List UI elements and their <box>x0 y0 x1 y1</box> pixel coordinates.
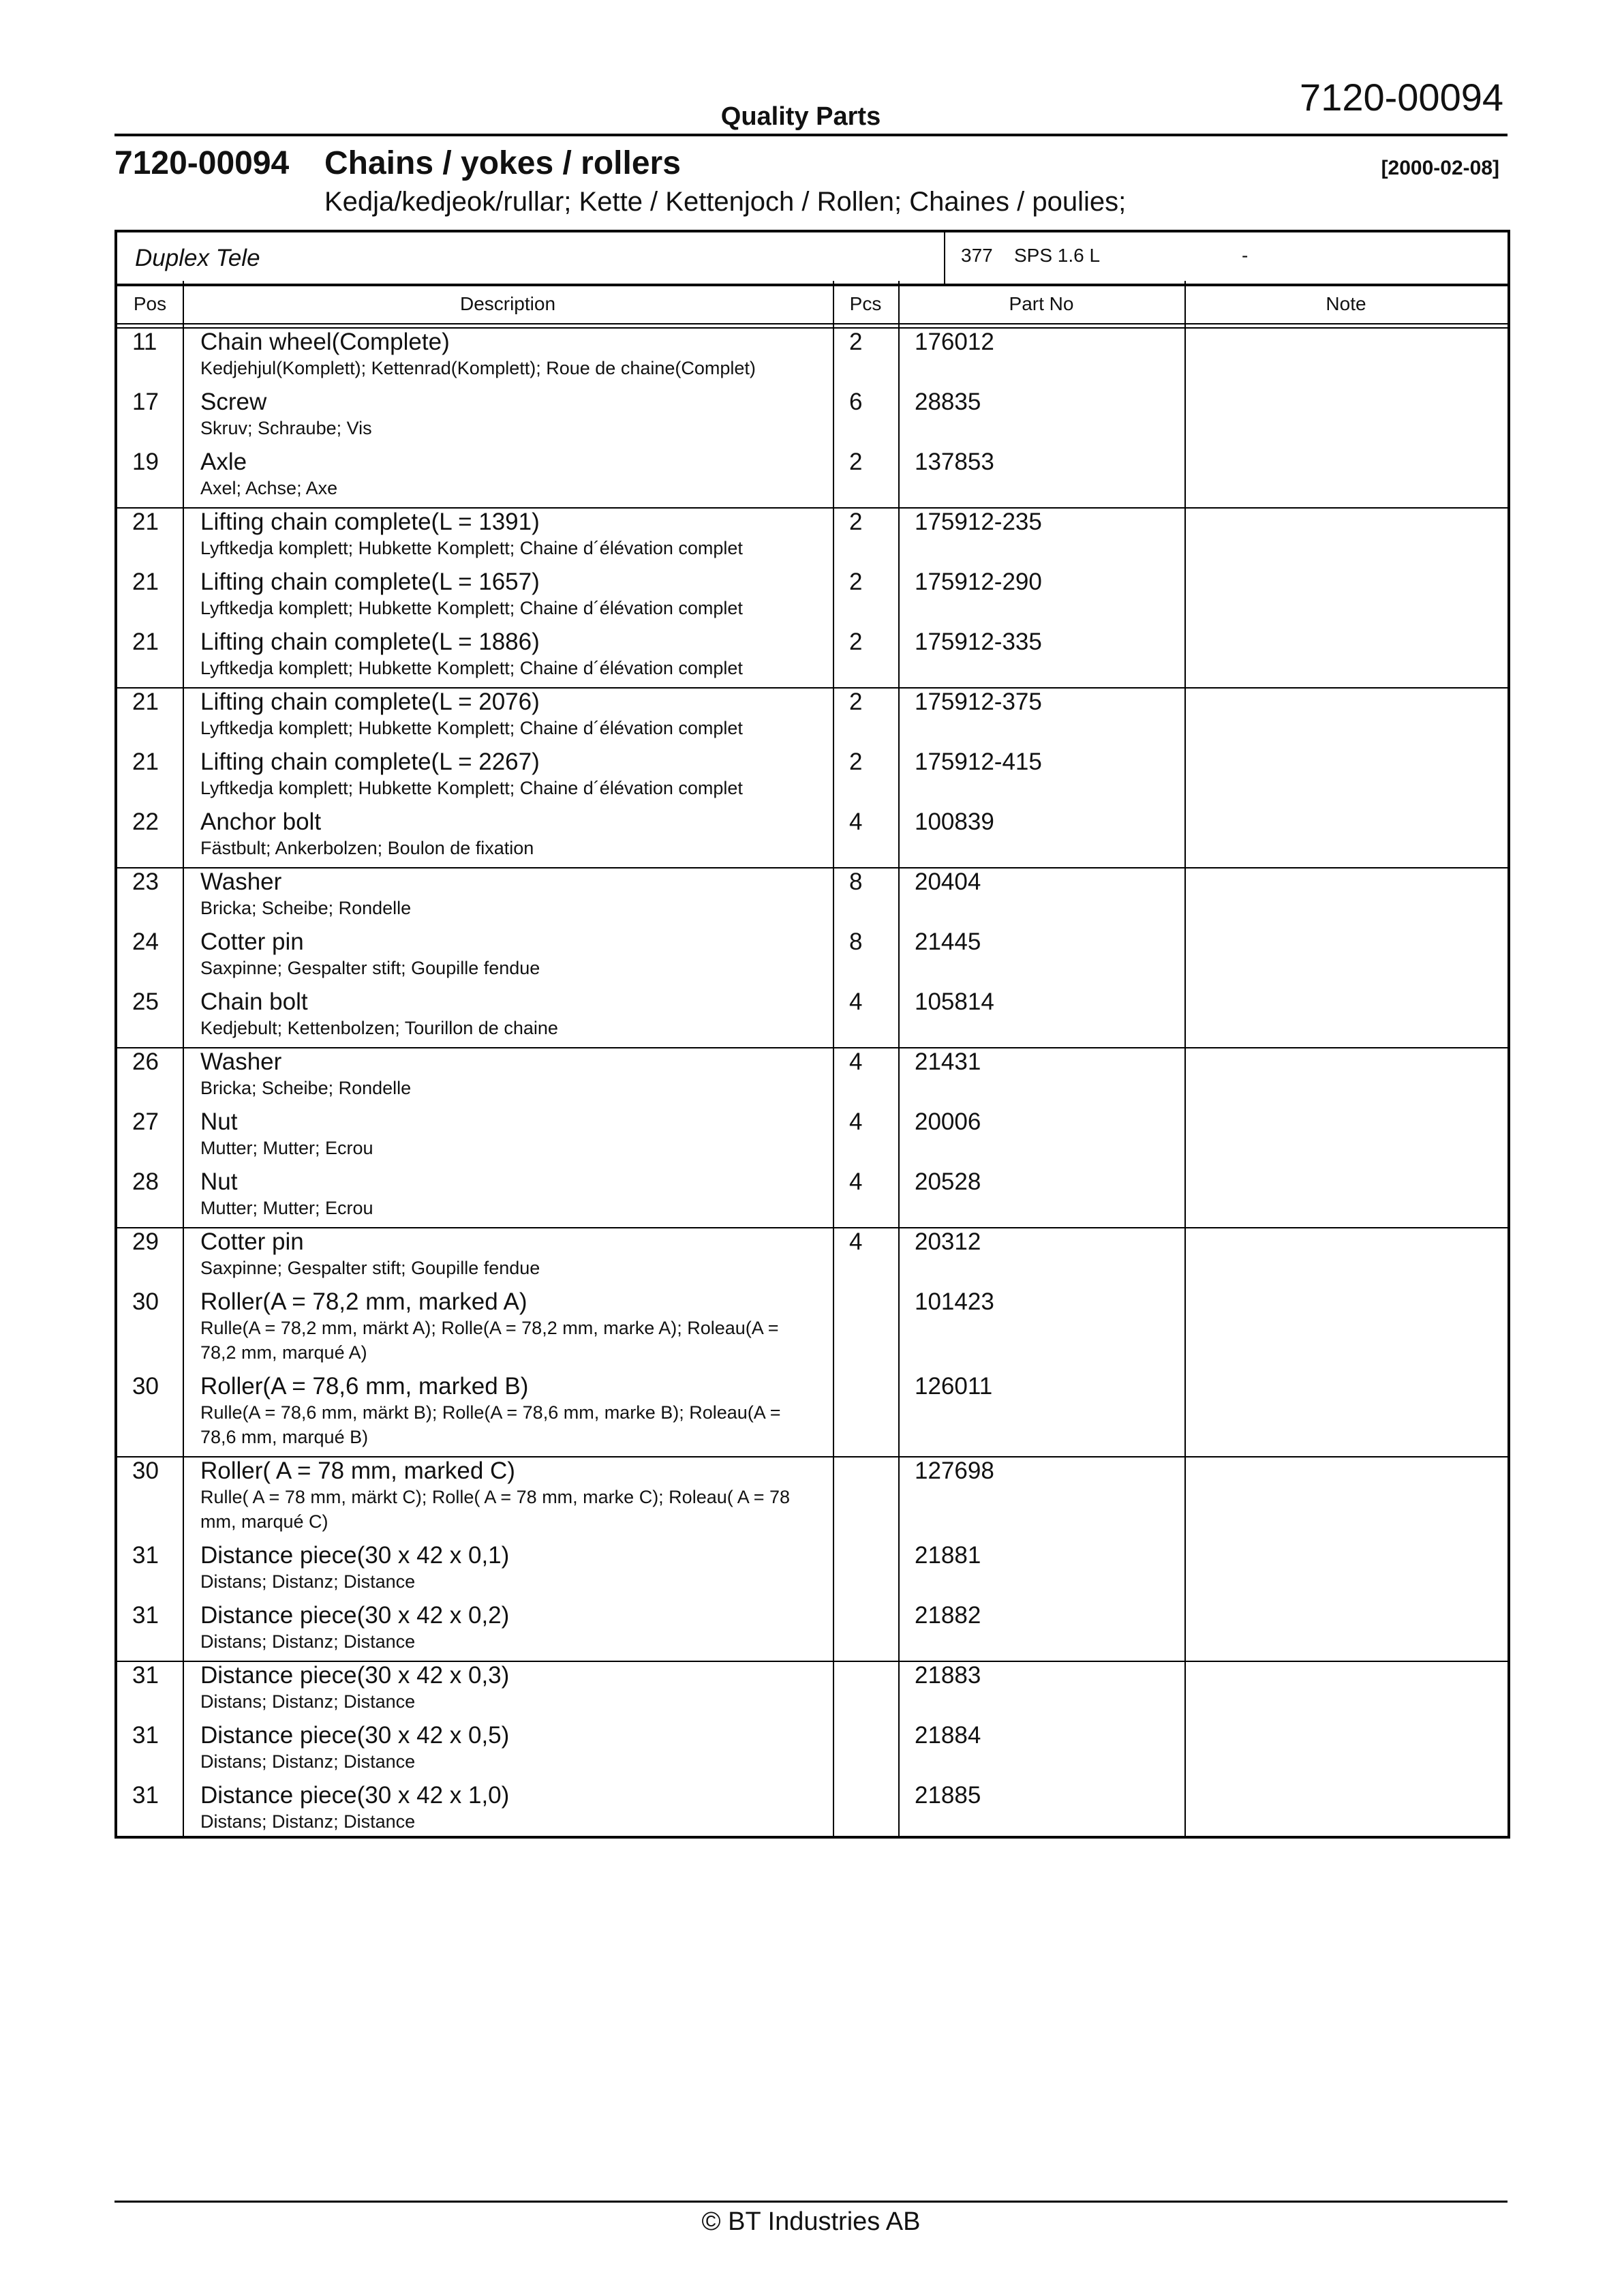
row-description: Cotter pin <box>200 1228 304 1255</box>
group-divider <box>117 687 1508 689</box>
row-pos: 25 <box>132 988 159 1015</box>
group-divider <box>117 507 1508 509</box>
column-divider <box>833 281 834 1836</box>
row-part-no: 175912-375 <box>915 689 1042 715</box>
row-description: Lifting chain complete(L = 1391) <box>200 509 540 535</box>
row-translation: Rulle(A = 78,2 mm, märkt A); Rolle(A = 78,2 mm, marke A); Roleau(A = 78,2 mm, marqué A) <box>200 1318 779 1363</box>
group-divider <box>117 1661 1508 1662</box>
row-translation: Distans; Distanz; Distance <box>200 1631 416 1652</box>
row-description: Nut <box>200 1168 238 1195</box>
row-pcs: 4 <box>849 809 863 835</box>
row-translation: Distans; Distanz; Distance <box>200 1571 416 1592</box>
row-translation: Lyftkedja komplett; Hubkette Komplett; Chaine d´élévation complet <box>200 718 743 738</box>
row-translation: Lyftkedja komplett; Hubkette Komplett; Chaine d´élévation complet <box>200 658 743 678</box>
row-pos: 21 <box>132 629 159 655</box>
row-translation: Saxpinne; Gespalter stift; Goupille fendue <box>200 958 540 978</box>
row-part-no: 105814 <box>915 988 994 1015</box>
row-description: Lifting chain complete(L = 2076) <box>200 689 540 715</box>
row-translation: Lyftkedja komplett; Hubkette Komplett; Chaine d´élévation complet <box>200 778 743 798</box>
row-description: Distance piece(30 x 42 x 0,3) <box>200 1662 510 1689</box>
row-description: Distance piece(30 x 42 x 0,2) <box>200 1602 510 1629</box>
machine-serial-range: - <box>1242 245 1249 266</box>
row-description: Lifting chain complete(L = 2267) <box>200 749 540 775</box>
row-description: Lifting chain complete(L = 1657) <box>200 569 540 595</box>
row-part-no: 20312 <box>915 1228 981 1255</box>
row-translation: Kedjebult; Kettenbolzen; Tourillon de chaine <box>200 1018 558 1038</box>
row-pos: 30 <box>132 1288 159 1315</box>
row-part-no: 175912-335 <box>915 629 1042 655</box>
row-translation: Axel; Achse; Axe <box>200 478 338 498</box>
row-pcs: 4 <box>849 1048 863 1075</box>
row-pcs: 4 <box>849 1168 863 1195</box>
row-pos: 29 <box>132 1228 159 1255</box>
row-pcs: 2 <box>849 569 863 595</box>
row-pcs: 2 <box>849 509 863 535</box>
row-translation: Fästbult; Ankerbolzen; Boulon de fixation <box>200 838 534 858</box>
row-part-no: 21885 <box>915 1782 981 1809</box>
row-part-no: 21884 <box>915 1722 981 1749</box>
row-pos: 31 <box>132 1542 159 1569</box>
document-date: [2000-02-08] <box>1381 157 1499 179</box>
row-pcs: 4 <box>849 1228 863 1255</box>
row-pos: 19 <box>132 449 159 475</box>
row-pcs: 8 <box>849 868 863 895</box>
row-pcs: 4 <box>849 988 863 1015</box>
row-description: Axle <box>200 449 247 475</box>
row-description: Distance piece(30 x 42 x 0,5) <box>200 1722 510 1749</box>
row-pos: 24 <box>132 928 159 955</box>
column-header-pcs: Pcs <box>849 293 882 314</box>
machine-name: Duplex Tele <box>135 245 260 271</box>
row-part-no: 126011 <box>915 1373 993 1400</box>
row-part-no: 100839 <box>915 809 994 835</box>
row-translation: Bricka; Scheibe; Rondelle <box>200 898 412 918</box>
row-pcs: 2 <box>849 689 863 715</box>
row-pos: 21 <box>132 689 159 715</box>
column-header-description: Description <box>459 293 556 314</box>
row-pos: 28 <box>132 1168 159 1195</box>
row-part-no: 21881 <box>915 1542 981 1569</box>
machine-model: SPS 1.6 L <box>1014 245 1101 266</box>
row-pos: 31 <box>132 1602 159 1629</box>
row-part-no: 21445 <box>915 928 981 955</box>
column-header-pos: Pos <box>133 293 167 314</box>
row-part-no: 21431 <box>915 1048 981 1075</box>
row-description: Roller(A = 78,2 mm, marked A) <box>200 1288 527 1315</box>
row-pos: 21 <box>132 749 159 775</box>
row-pos: 23 <box>132 868 159 895</box>
row-description: Roller( A = 78 mm, marked C) <box>200 1457 515 1484</box>
row-pos: 11 <box>132 329 157 355</box>
row-translation: Rulle( A = 78 mm, märkt C); Rolle( A = 78 mm, marke C); Roleau( A = 78 mm, marqué C) <box>200 1487 791 1532</box>
row-description: Anchor bolt <box>200 809 322 835</box>
row-pos: 26 <box>132 1048 159 1075</box>
row-part-no: 21883 <box>915 1662 981 1689</box>
row-translation: Lyftkedja komplett; Hubkette Komplett; Chaine d´élévation complet <box>200 538 743 558</box>
row-description: Washer <box>200 1048 282 1075</box>
row-pos: 27 <box>132 1108 159 1135</box>
column-divider <box>183 281 184 1836</box>
group-divider <box>117 1456 1508 1457</box>
row-part-no: 20006 <box>915 1108 981 1135</box>
row-pcs: 2 <box>849 329 863 355</box>
row-translation: Distans; Distanz; Distance <box>200 1811 416 1832</box>
row-pcs: 6 <box>849 389 863 415</box>
page-title: Chains / yokes / rollers <box>324 145 681 181</box>
row-pos: 30 <box>132 1373 159 1400</box>
row-part-no: 20404 <box>915 868 981 895</box>
row-pos: 21 <box>132 509 159 535</box>
footer-divider <box>114 2201 1508 2203</box>
row-part-no: 21882 <box>915 1602 981 1629</box>
group-divider <box>117 1047 1508 1048</box>
page-subtitle: Kedja/kedjeok/rullar; Kette / Kettenjoch / Rollen; Chaines / poulies; <box>324 187 1127 217</box>
row-pos: 31 <box>132 1662 159 1689</box>
row-part-no: 20528 <box>915 1168 981 1195</box>
row-part-no: 127698 <box>915 1457 994 1484</box>
row-pcs: 4 <box>849 1108 863 1135</box>
row-translation: Distans; Distanz; Distance <box>200 1751 416 1772</box>
row-translation: Lyftkedja komplett; Hubkette Komplett; Chaine d´élévation complet <box>200 598 743 618</box>
row-part-no: 175912-290 <box>915 569 1042 595</box>
row-description: Washer <box>200 868 282 895</box>
column-header-note: Note <box>1326 293 1366 314</box>
row-translation: Mutter; Mutter; Ecrou <box>200 1198 373 1218</box>
row-translation: Rulle(A = 78,6 mm, märkt B); Rolle(A = 78,6 mm, marke B); Roleau(A = 78,6 mm, marqué B) <box>200 1402 781 1447</box>
row-part-no: 28835 <box>915 389 981 415</box>
row-pcs: 2 <box>849 629 863 655</box>
row-part-no: 176012 <box>915 329 994 355</box>
row-translation: Skruv; Schraube; Vis <box>200 418 372 438</box>
column-header-part-no: Part No <box>1009 293 1074 314</box>
group-divider <box>117 867 1508 868</box>
group-divider <box>117 1227 1508 1228</box>
column-divider <box>898 281 900 1836</box>
row-pos: 31 <box>132 1782 159 1809</box>
row-description: Nut <box>200 1108 238 1135</box>
document-number: 7120-00094 <box>1300 76 1503 119</box>
row-description: Chain wheel(Complete) <box>200 329 450 355</box>
header-rule <box>117 323 1508 324</box>
row-description: Chain bolt <box>200 988 308 1015</box>
row-pos: 31 <box>132 1722 159 1749</box>
row-description: Roller(A = 78,6 mm, marked B) <box>200 1373 529 1400</box>
machine-box-divider <box>944 232 945 284</box>
row-pos: 30 <box>132 1457 159 1484</box>
row-translation: Saxpinne; Gespalter stift; Goupille fendue <box>200 1258 540 1278</box>
row-description: Lifting chain complete(L = 1886) <box>200 629 540 655</box>
row-part-no: 101423 <box>915 1288 994 1315</box>
row-part-no: 175912-235 <box>915 509 1042 535</box>
row-translation: Distans; Distanz; Distance <box>200 1691 416 1712</box>
row-pcs: 2 <box>849 449 863 475</box>
row-pos: 17 <box>132 389 159 415</box>
copyright: © BT Industries AB <box>701 2207 921 2236</box>
machine-info-box <box>114 230 1510 286</box>
row-translation: Bricka; Scheibe; Rondelle <box>200 1078 412 1098</box>
row-pcs: 2 <box>849 749 863 775</box>
row-description: Distance piece(30 x 42 x 1,0) <box>200 1782 510 1809</box>
row-description: Screw <box>200 389 267 415</box>
part-group-code: 7120-00094 <box>114 145 290 181</box>
row-pos: 21 <box>132 569 159 595</box>
column-divider <box>1184 281 1186 1836</box>
row-description: Distance piece(30 x 42 x 0,1) <box>200 1542 510 1569</box>
row-pcs: 8 <box>849 928 863 955</box>
header-divider <box>114 134 1508 136</box>
row-part-no: 175912-415 <box>915 749 1042 775</box>
parts-table <box>114 281 1510 1839</box>
row-translation: Kedjehjul(Komplett); Kettenrad(Komplett); Roue de chaine(Complet) <box>200 358 756 378</box>
row-part-no: 137853 <box>915 449 994 475</box>
row-description: Cotter pin <box>200 928 304 955</box>
row-translation: Mutter; Mutter; Ecrou <box>200 1138 373 1158</box>
brand-title: Quality Parts <box>720 102 881 131</box>
row-pos: 22 <box>132 809 159 835</box>
machine-code: 377 <box>961 245 993 266</box>
